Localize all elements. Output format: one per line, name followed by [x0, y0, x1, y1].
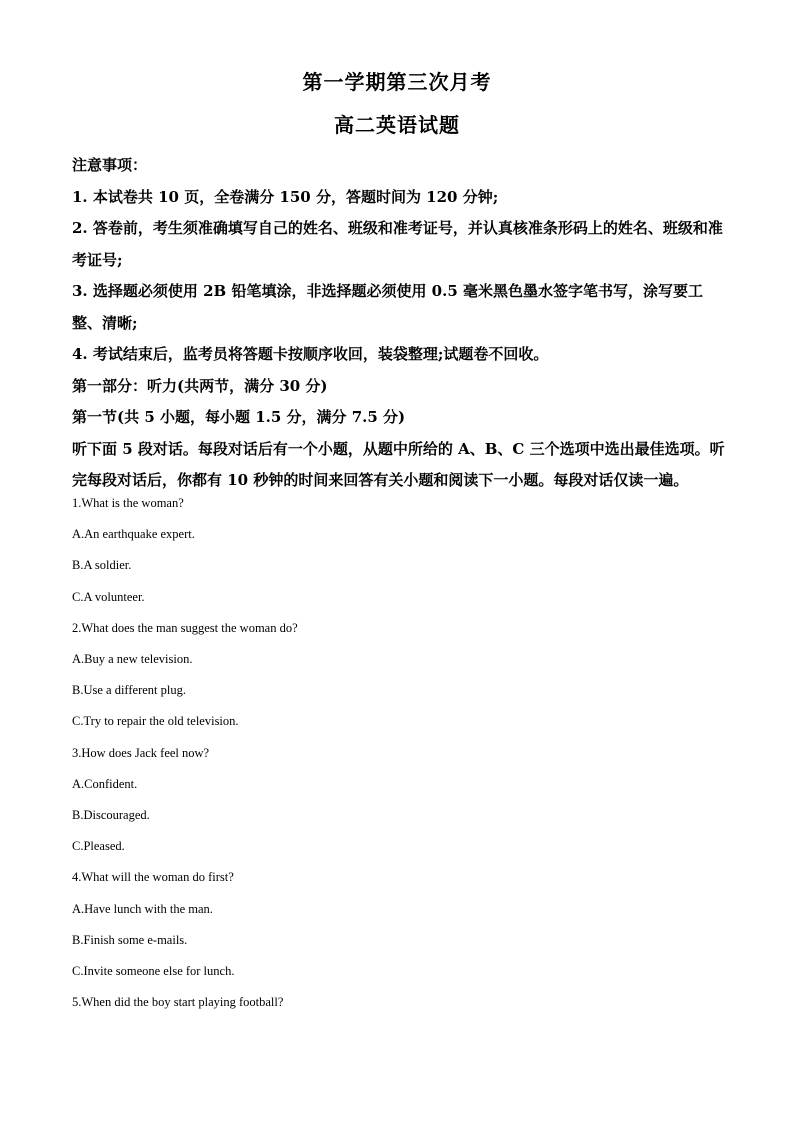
question-option: C.A volunteer. — [72, 589, 145, 604]
exam-title: 第一学期第三次月考 — [302, 70, 492, 94]
question-stem: 2.What does the man suggest the woman do? — [72, 620, 298, 635]
note-item-4: 4. 考试结束后，监考员将答题卡按顺序收回，装袋整理;试题卷不回收。 — [72, 345, 549, 363]
section1-instructions: 听下面 5 段对话。每段对话后有一个小题，从题中所给的 A、B、C 三个选项中选出最佳选项。听完每段对话后，你都有 10 秒钟的时间来回答有关小题和阅读下一小题。每段对话仅读一遍。 — [72, 439, 725, 489]
question-option: A.Confident. — [72, 776, 138, 791]
question-option: C.Try to repair the old television. — [72, 714, 239, 729]
question-option: B.Discouraged. — [72, 808, 150, 823]
section1-heading: 第一节(共 5 小题，每小题 1.5 分，满分 7.5 分) — [72, 408, 406, 426]
question-option: A.Buy a new television. — [72, 652, 193, 667]
notes-heading: 注意事项： — [72, 156, 148, 174]
exam-subtitle: 高二英语试题 — [334, 113, 460, 137]
instructions-block — [72, 150, 732, 497]
question-stem: 5.When did the boy start playing football? — [72, 995, 284, 1010]
question-option: A.Have lunch with the man. — [72, 901, 213, 916]
questions-list — [72, 488, 732, 1018]
question-stem: 4.What will the woman do first? — [72, 870, 234, 885]
note-item-3: 3. 选择题必须使用 2B 铅笔填涂，非选择题必须使用 0.5 毫米黑色墨水签字笔书写，涂写要工整、清晰; — [72, 282, 703, 332]
note-item-2: 2. 答卷前，考生须准确填写自己的姓名、班级和准考证号，并认真核准条形码上的姓名、班级和准考证号; — [72, 219, 723, 269]
question-option: A.An earthquake expert. — [72, 527, 195, 542]
note-item-1: 1. 本试卷共 10 页，全卷满分 150 分，答题时间为 120 分钟; — [72, 187, 499, 206]
question-option: C.Pleased. — [72, 839, 125, 854]
part1-heading: 第一部分：听力(共两节，满分 30 分) — [72, 376, 328, 395]
question-option: C.Invite someone else for lunch. — [72, 964, 235, 979]
question-stem: 1.What is the woman? — [72, 496, 184, 510]
question-option: B.Finish some e-mails. — [72, 932, 188, 947]
question-option: B.Use a different plug. — [72, 683, 186, 698]
question-stem: 3.How does Jack feel now? — [72, 745, 210, 760]
question-option: B.A soldier. — [72, 558, 132, 573]
